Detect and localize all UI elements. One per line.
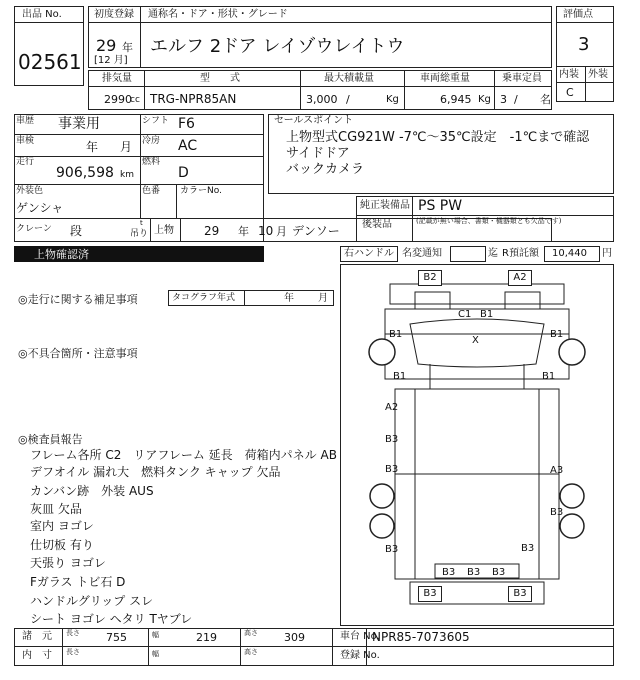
displacement-unit: cc [130,95,140,105]
r-label: R預託額 [502,248,539,259]
interior-label: 内装 [559,69,579,80]
body-maker: デンソー [292,224,340,238]
inspector-line-10: シート ヨゴレ ヘタリ Tヤブレ [30,612,193,626]
diagram-code-b1-top: B1 [480,309,494,320]
sales-point-line-3: バックカメラ [286,162,365,177]
inner-label: 内 寸 [22,650,52,661]
inspection-month: 月 [120,140,133,154]
r-value: 10,440 [552,248,587,259]
diagram-code-c1: C1 [458,309,472,320]
ac-label: 冷房 [142,136,161,146]
shift-value: F6 [178,116,195,132]
inner-length-label: 長さ [66,648,80,656]
equipment-label: 純正装備品 [360,200,410,211]
diagram-code-x: X [472,335,479,346]
length-label: 長さ [66,629,80,637]
running-notes-label: ◎走行に関する補足事項 [18,293,138,306]
model-label: 通称名・ドア・形状・グレード [148,9,288,20]
diagram-code-bed-b3r2: B3 [521,543,535,554]
width-value: 219 [196,631,217,644]
inspector-line-1: フレーム各所 C2 リアフレーム 延長 荷箱内パネル AB [30,448,337,462]
inspector-line-4: 灰皿 欠品 [30,502,82,516]
crane-label: クレーン [16,224,52,234]
reg-month: [12 月] [94,55,128,66]
tachograph-label: タコグラフ年式 [172,293,236,303]
body-month: 10 [258,224,274,238]
shift-label: シフト [142,116,170,126]
displacement-value: 2990 [104,93,132,106]
inspector-line-6: 仕切板 有り [30,538,94,552]
gross-weight-label: 車両総重量 [420,73,470,84]
inspector-label: ◎検査員報告 [18,433,83,446]
max-load-value: 3,000 [306,93,338,106]
footer-table [14,628,614,666]
diagram-code-bed-b3b: B3 [385,464,399,475]
type-value: TRG-NPR85AN [150,92,237,106]
diagram-code-bed-b3c: B3 [385,544,399,555]
length-value: 755 [106,631,127,644]
diagram-code-right-b1a: B1 [550,329,564,340]
history-value: 事業用 [58,116,100,132]
score-label: 評価点 [563,9,593,20]
mileage-value: 906,598 [56,165,114,181]
type-label: 型 式 [200,73,240,84]
crane-lift: 吊り [130,229,149,239]
inspector-line-8: Fガラス トビ石 D [30,575,126,589]
retrofit-label: 後装品 [362,219,392,230]
crane-stage: 段 [70,224,83,238]
color-value: ゲンシャ [16,201,64,215]
inspection-label: 車検 [16,136,35,146]
crane-lift-t: t [140,219,143,227]
capacity-value: 3 [500,93,507,106]
inspector-line-2: デフオイル 漏れ大 燃料タンク キャップ 欠品 [30,465,281,479]
reg-no-label: 登録 No. [340,650,380,661]
interior-grade: C [566,86,574,99]
equipment-value: PS PW [418,198,463,214]
diagram-code-bed-b3a: B3 [385,434,399,445]
diagram-code-top-left: B2 [418,270,442,286]
mileage-unit: km [120,170,134,180]
steering-value: 右ハンドル [344,248,394,259]
mileage-label: 走行 [16,157,35,167]
diagram-code-rear-b3b: B3 [467,567,481,578]
diagram-code-left-b1b: B1 [393,371,407,382]
inner-height-label: 高さ [244,648,258,656]
body-month-unit: 月 [276,225,287,238]
inspection-year: 年 [86,140,99,154]
retrofit-note: (記載が無い場合、書類・機器類とも欠品です) [416,217,562,225]
tachograph-year: 年 [284,293,294,304]
body-year: 29 [204,224,220,238]
tachograph-month: 月 [318,293,328,304]
diagram-code-bed-a3: A3 [550,465,564,476]
sales-point-line-2: サイドドア [286,146,350,161]
displacement-label: 排気量 [102,73,132,84]
capacity-unit: 名 [540,93,551,106]
reg-year: 29 [96,36,117,55]
r-unit: 円 [602,248,612,259]
gross-weight-value: 6,945 [440,93,472,106]
height-value: 309 [284,631,305,644]
gross-weight-unit: Kg [478,94,491,105]
body-label: 上物 [154,225,174,236]
max-load-unit: Kg [386,94,399,105]
body-check-title: 上物確認済 [34,248,89,261]
history-label: 車歴 [16,116,35,126]
mod-notice-until: 迄 [488,248,498,259]
diagram-code-bottom-left: B3 [418,586,442,602]
diagram-code-top-right: A2 [508,270,532,286]
fuel-label: 燃料 [142,157,161,167]
color-no-label: 色番 [142,186,161,196]
car-name: エルフ 2ドア レイゾウレイトウ [150,36,405,57]
capacity-label: 乗車定員 [502,73,542,84]
color-label: 外装色 [16,186,44,196]
diagram-code-left-b1a: B1 [389,329,403,340]
diagram-code-rear-b3c: B3 [492,567,506,578]
body-year-unit: 年 [238,225,249,238]
exterior-label: 外装 [588,69,608,80]
dimensions-label: 諸 元 [22,631,52,642]
fuel-value: D [178,165,189,181]
inspector-line-3: カンバン跡 外装 AUS [30,484,154,498]
chassis-value: NPR85-7073605 [372,630,470,644]
color-no: カラーNo. [180,186,222,196]
defects-label: ◎不具合箇所・注意事項 [18,347,138,360]
diagram-code-right-b1b: B1 [542,371,556,382]
max-load-label: 最大積載量 [324,73,374,84]
sales-point-line-1: 上物型式CG921W -7℃～35℃設定 -1℃まで確認 [286,130,590,145]
lot-number: 02561 [18,50,82,74]
diagram-code-rear-b3a: B3 [442,567,456,578]
inner-width-label: 幅 [152,650,159,658]
chassis-label: 車台 No. [340,631,380,642]
score-value: 3 [578,34,590,55]
lot-label: 出品 No. [22,9,62,20]
ac-value: AC [178,138,198,154]
mod-notice-label: 名変通知 [402,248,442,259]
width-label: 幅 [152,631,159,639]
sales-point-label: セールスポイント [274,115,354,126]
height-label: 高さ [244,629,258,637]
diagram-code-bed-a2: A2 [385,402,399,413]
reg-year-unit: 年 [122,41,133,54]
inspector-line-5: 室内 ヨゴレ [30,519,94,533]
inspector-line-7: 天張り ヨゴレ [30,556,106,570]
first-reg-label: 初度登録 [94,9,134,20]
mod-notice-box [450,246,486,262]
diagram-code-bottom-right: B3 [508,586,532,602]
diagram-code-bed-b3r1: B3 [550,507,564,518]
inspector-line-9: ハンドルグリップ スレ [30,594,154,608]
